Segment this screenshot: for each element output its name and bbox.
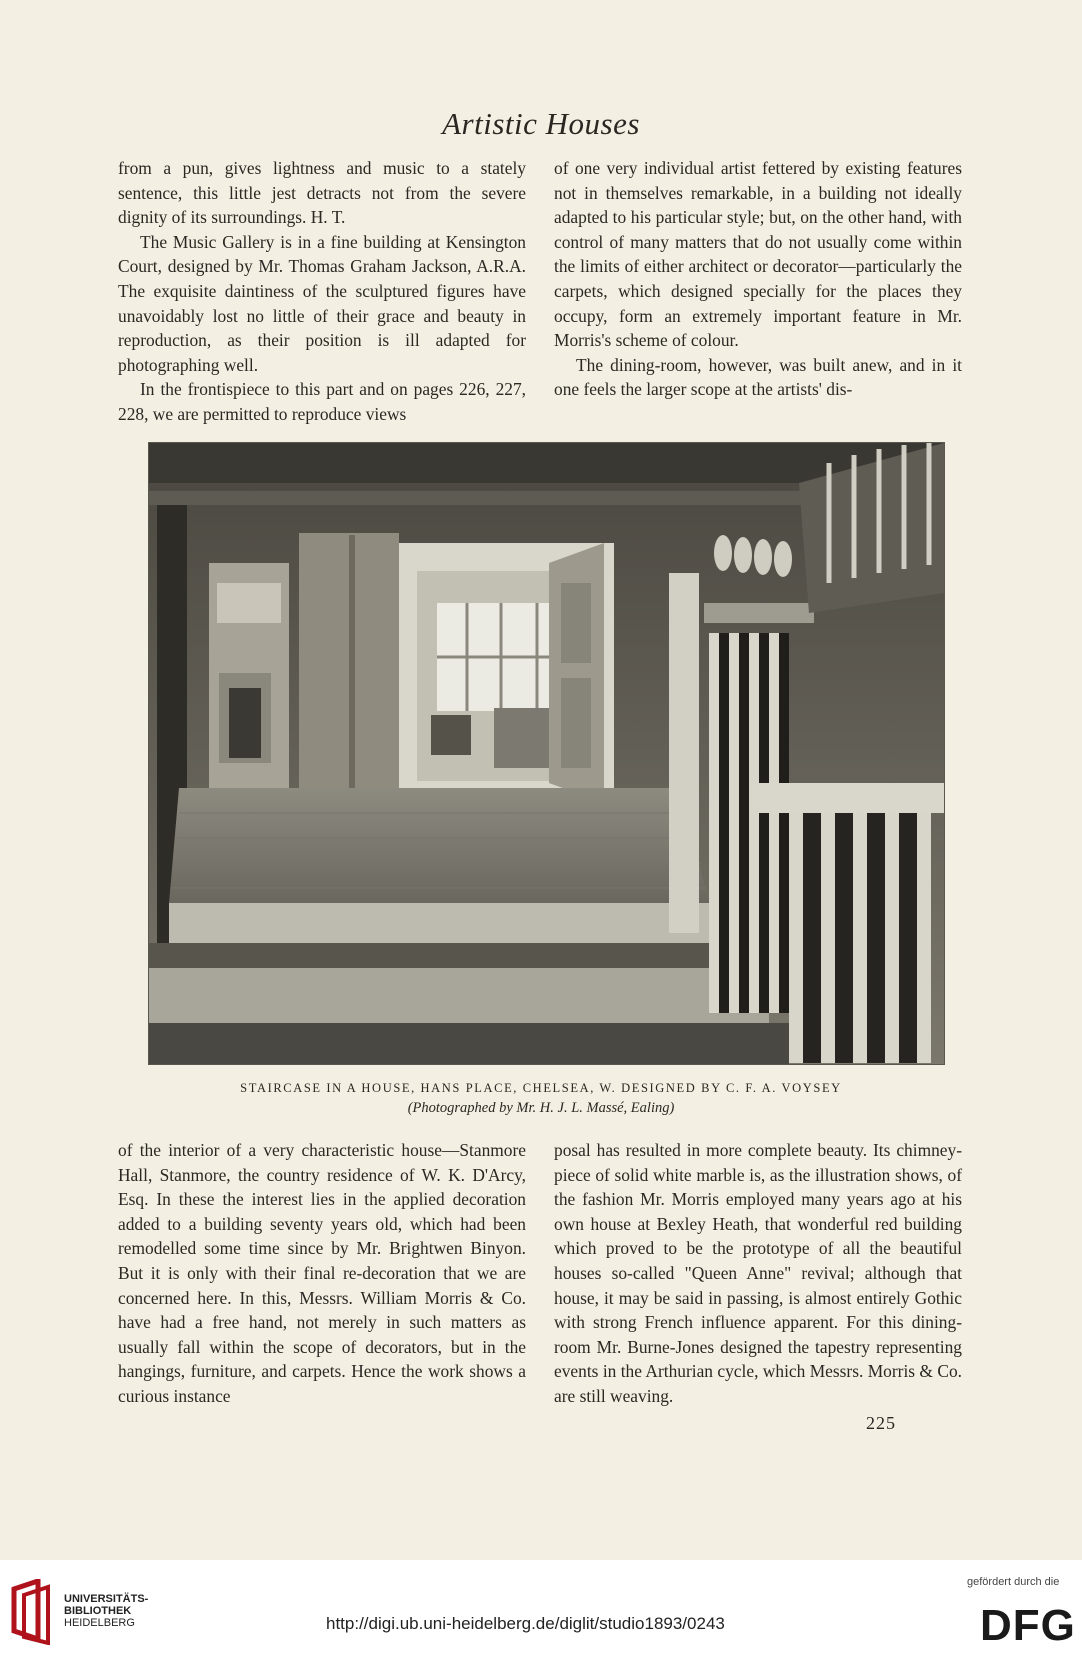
digitization-footer [0, 1560, 1082, 1659]
library-name-line3: HEIDELBERG [64, 1617, 135, 1629]
running-header: Artistic Houses [442, 106, 640, 141]
staircase-photograph [148, 442, 945, 1065]
library-name [64, 1593, 148, 1629]
paragraph: posal has resulted in more complete beauty. Its chimney-piece of solid white marble is, as the illustration shows, of the fashion Mr. Morris employed many years ago at his own house at Bexley Heath, that wonderful red building which proved to be the prototype of all the beautiful houses so-called "Queen Anne" revival; although that house, it may be said in passing, is almost entirely Gothic with strong French influence apparent. For this dining-room Mr. Burne-Jones designed the tapestry representing events in the Arthurian cycle, which Messrs. Morris & Co. are still weaving. [554, 1140, 962, 1406]
left-column-top [118, 156, 526, 427]
staircase-illustration [149, 443, 944, 1064]
photo-credit: (Photographed by Mr. H. J. L. Massé, Ealing) [407, 1100, 675, 1116]
library-name-line2: BIBLIOTHEK [64, 1605, 132, 1617]
paragraph: In the frontispiece to this part and on pages 226, 227, 228, we are permitted to reproduce views [118, 379, 526, 424]
paragraph: The Music Gallery is in a fine building at Kensington Court, designed by Mr. Thomas Graham Jackson, A.R.A. The exquisite daintiness of the sculptured figures have unavoidably lost no little of their grace and beauty in reproduction, as their position is ill adapted for photographing well. [118, 231, 526, 375]
permalink-url[interactable]: http://digi.ub.uni-heidelberg.de/diglit/studio1893/0243 [326, 1614, 725, 1633]
right-column-bottom [554, 1138, 962, 1409]
library-logo-icon [8, 1579, 60, 1645]
paragraph: of the interior of a very characteristic house—Stanmore Hall, Stanmore, the country residence of W. K. D'Arcy, Esq. In these the interest lies in the applied decoration added to a building seventy years old, which had been remodelled some time since by Mr. Brightwen Binyon. But it is only with their final re-decoration that we are concerned here. In this, Messrs. William Morris & Co. have had a free hand, not merely in such matters as usually fall within the scope of decorators, but in the hangings, furniture, and carpets. Hence the work shows a curious instance [118, 1140, 526, 1406]
paragraph: The dining-room, however, was built anew, and in it one feels the larger scope at the artists' dis- [554, 354, 962, 400]
figure-caption: STAIRCASE IN A HOUSE, HANS PLACE, CHELSEA, W. DESIGNED BY C. F. A. VOYSEY [240, 1081, 842, 1095]
library-name-line1: UNIVERSITÄTS- [64, 1593, 149, 1605]
right-column-top [554, 156, 962, 402]
paragraph: of one very individual artist fettered by existing features not in themselves remarkable, in a building not ideally adapted to his particular style; but, on the other hand, with control of many matters that do not usually come within the limits of either architect or decorator—particularly the carpets, which designed specially for the places they occupy, form an extremely important feature in Mr. Morris's scheme of colour. [554, 158, 962, 351]
funding-label: gefördert durch die [967, 1576, 1060, 1588]
left-column-bottom [118, 1138, 526, 1409]
paragraph: from a pun, gives lightness and music to a stately sentence, this little jest detracts not from the severe dignity of its surroundings. H. T. [118, 158, 526, 228]
dfg-logo: DFG [980, 1601, 1076, 1650]
page-number: 225 [866, 1413, 896, 1433]
